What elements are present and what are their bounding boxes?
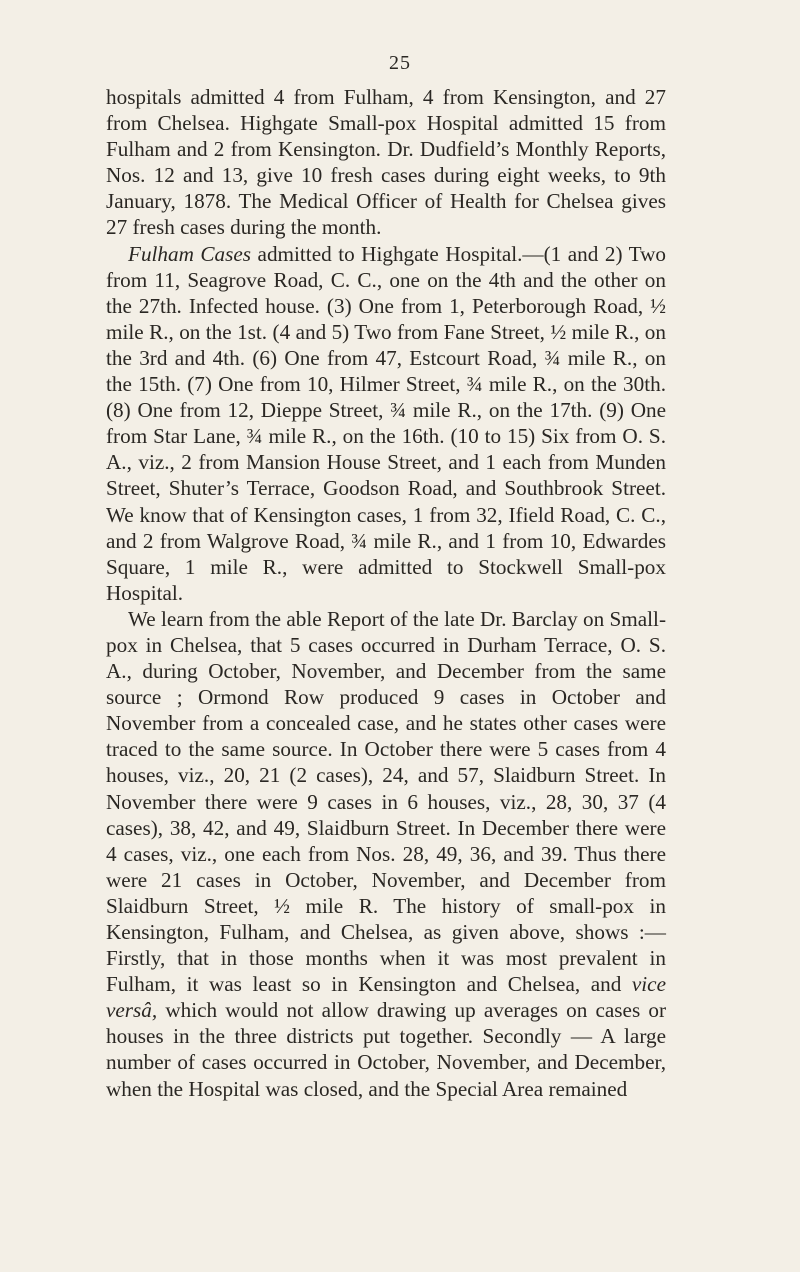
paragraph-3-text-b: which would not allow drawing up averages on cases or houses in the three districts put together. Secondly — A large number of cases occurred in October, November, and December, when the Hospital was closed, and the Special Area remained (106, 998, 666, 1101)
paragraph-3-text-a: We learn from the able Report of the late Dr. Barclay on Small-pox in Chelsea, that 5 cases occurred in Durham Terrace, O. S. A., during October, November, and December from the same source ; Ormond Row produced 9 cases in October and November from a concealed case, and he states other cases were traced to the same source. In October there were 5 cases from 4 houses, viz., 20, 21 (2 cases), 24, and 57, Slaidburn Street. In November there were 9 cases in 6 houses, viz., 28, 30, 37 (4 cases), 38, 42, and 49, Slaidburn Street. In December there were 4 cases, viz., one each from Nos. 28, 49, 36, and 39. Thus there were 21 cases in October, November, and December from Slaidburn Street, ½ mile R. The history of small-pox in Kensington, Fulham, and Chelsea, as given above, shows :—Firstly, that in those months when it was most prevalent in Fulham, it was least so in Kensington and Chelsea, and (106, 606, 666, 997)
paragraph-1 (106, 84, 666, 241)
paragraph-1-text: hospitals admitted 4 from Fulham, 4 from Kensington, and 27 from Chelsea. Highgate Small-pox Hospital admitted 15 from Fulham and 2 from Kensington. Dr. Dudfield’s Monthly Reports, Nos. 12 and 13, give 10 fresh cases during eight weeks, to 9th January, 1878. The Medical Officer of Health for Chelsea gives 27 fresh cases during the month. (106, 85, 666, 240)
paragraph-3-italic: vice versâ, (106, 972, 666, 1023)
paragraph-3 (106, 606, 666, 1102)
page-number: 25 (389, 52, 411, 74)
paragraph-2 (106, 241, 666, 606)
paragraph-2-text: admitted to Highgate Hospital.—(1 and 2) Two from 11, Seagrove Road, C. C., one on the 4th and the other on the 27th. Infected house. (3) One from 1, Peterborough Road, ½ mile R., on the 1st. (4 and 5) Two from Fane Street, ½ mile R., on the 3rd and 4th. (6) One from 47, Estcourt Road, ¾ mile R., on the 15th. (7) One from 10, Hilmer Street, ¾ mile R., on the 30th. (8) One from 12, Dieppe Street, ¾ mile R., on the 17th. (9) One from Star Lane, ¾ mile R., on the 16th. (10 to 15) Six from O. S. A., viz., 2 from Mansion House Street, and 1 each from Munden Street, Shuter’s Terrace, Goodson Road, and Southbrook Street. We know that of Kensington cases, 1 from 32, Ifield Road, C. C., and 2 from Walgrove Road, ¾ mile R., and 1 from 10, Edwardes Square, 1 mile R., were admitted to Stockwell Small-pox Hospital. (106, 241, 666, 605)
paragraph-2-heading: Fulham Cases (128, 241, 252, 266)
body-text (106, 84, 666, 1102)
